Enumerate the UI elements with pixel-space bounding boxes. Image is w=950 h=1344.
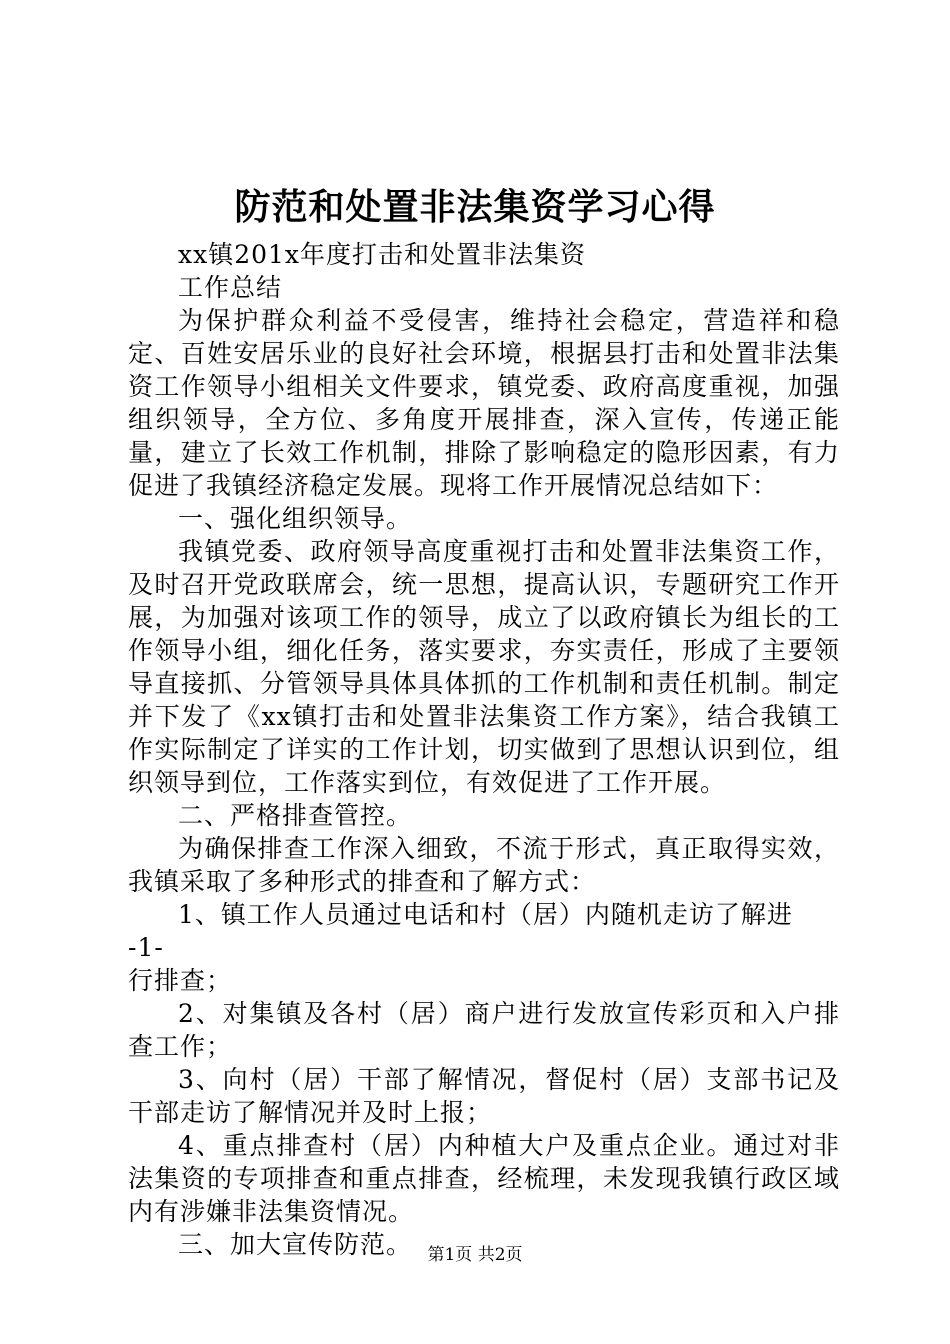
- subtitle-line-1: xx镇201x年度打击和处置非法集资: [178, 240, 587, 269]
- paragraph-section-1: 我镇党委、政府领导高度重视打击和处置非法集资工作，及时召开党政联席会，统一思想，提高认识，专题研究工作开展，为加强对该项工作的领导，成立了以政府镇长为组长的工作领导小组，细化任务，落实要求，夯实责任，形成了主要领导直接抓、分管领导具体具体抓的工作机制和责任机制。制定并下发了《xx镇打击和处置非法集资工作方案》，结合我镇工作实际制定了详实的工作计划，切实做到了思想认识到位，组织领导到位，工作落实到位，有效促进了工作开展。: [128, 537, 840, 797]
- page-break-marker: -1-: [128, 933, 164, 962]
- list-item-2: 2、对集镇及各村（居）商户进行发放宣传彩页和入户排查工作；: [128, 999, 840, 1061]
- list-item-4: 4、重点排查村（居）内种植大户及重点企业。通过对非法集资的专项排查和重点排查，经梳理，未发现我镇行政区域内有涉嫌非法集资情况。: [128, 1131, 840, 1226]
- document-body: [128, 238, 840, 1261]
- list-item-1-start: 1、镇工作人员通过电话和村（居）内随机走访了解进: [178, 900, 793, 929]
- paragraph-intro: 为保护群众利益不受侵害，维持社会稳定，营造祥和稳定、百姓安居乐业的良好社会环境，根据县打击和处置非法集资工作领导小组相关文件要求，镇党委、政府高度重视，加强组织领导，全方位、多角度开展排查，深入宣传，传递正能量，建立了长效工作机制，排除了影响稳定的隐形因素，有力促进了我镇经济稳定发展。现将工作开展情况总结如下：: [128, 306, 840, 500]
- subtitle-line-2: 工作总结: [178, 273, 283, 302]
- page-footer: 第1页 共2页: [427, 1245, 523, 1265]
- list-item-1-end: 行排查；: [128, 966, 233, 995]
- paragraph-section-2: 为确保排查工作深入细致，不流于形式，真正取得实效，我镇采取了多种形式的排查和了解方式：: [128, 834, 840, 896]
- section-heading-1: 一、强化组织领导。: [178, 504, 413, 533]
- section-heading-2: 二、严格排查管控。: [178, 801, 413, 830]
- list-item-3: 3、向村（居）干部了解情况，督促村（居）支部书记及干部走访了解情况并及时上报；: [128, 1065, 840, 1127]
- section-heading-3: 三、加大宣传防范。: [178, 1230, 413, 1259]
- document-title: 防范和处置非法集资学习心得: [234, 186, 716, 228]
